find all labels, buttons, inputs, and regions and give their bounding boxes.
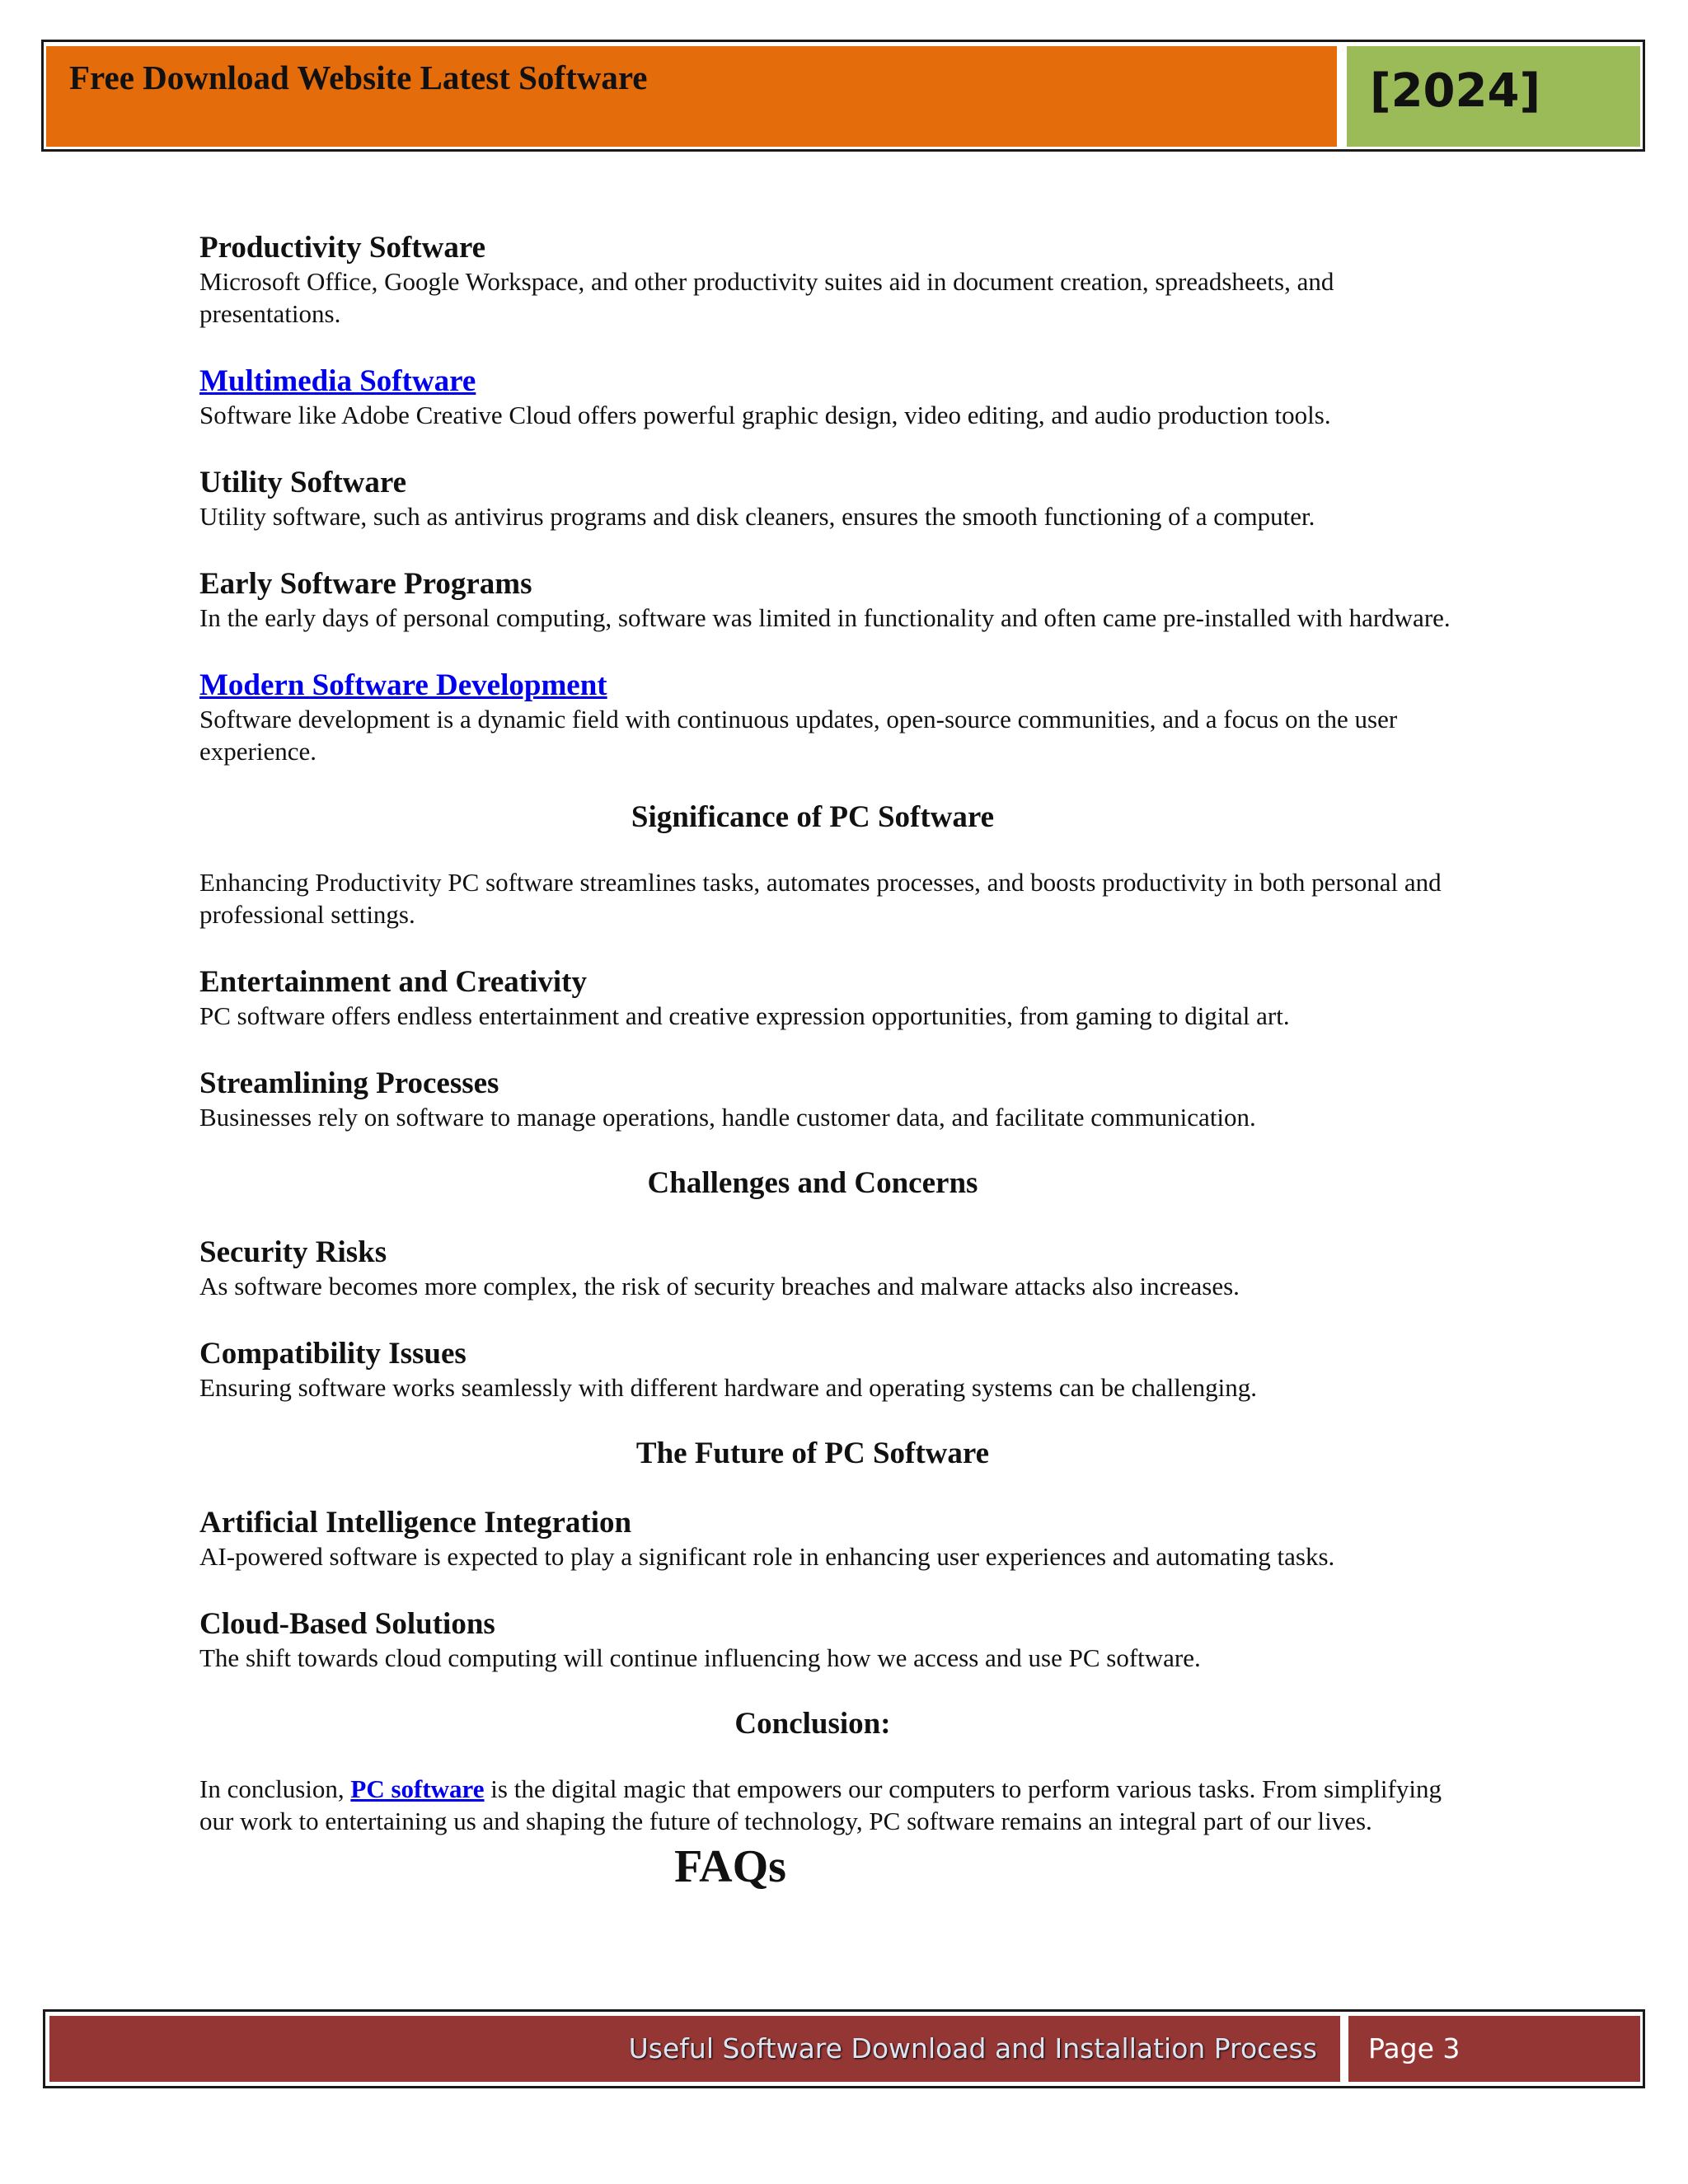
- section-cloud: [199, 1607, 1469, 1674]
- multimedia-software-link[interactable]: Multimedia Software: [199, 364, 476, 398]
- document-body: [199, 231, 1469, 1891]
- section-entertainment: [199, 965, 1469, 1032]
- text-entertainment: PC software offers endless entertainment and creative expression opportunities, from gaming to digital art.: [199, 1001, 1290, 1030]
- header-year: [2024]: [1370, 64, 1541, 118]
- conclusion-rest: is the digital magic that empowers our computers to perform various tasks. From simplifying our work to entertaining us and shaping the future of technology, PC software remains an integral part of our lives.: [199, 1774, 1442, 1835]
- header-year-box: [1347, 46, 1640, 147]
- section-modern: [199, 668, 1469, 767]
- heading-productivity: Productivity Software: [199, 231, 486, 265]
- text-utility: Utility software, such as antivirus programs and disk cleaners, ensures the smooth functioning of a computer.: [199, 502, 1315, 531]
- footer-title-box: [49, 2016, 1340, 2082]
- heading-streamlining: Streamlining Processes: [199, 1066, 499, 1100]
- header-title: Free Download Website Latest Software: [69, 59, 648, 96]
- heading-early: Early Software Programs: [199, 567, 532, 601]
- text-modern: Software development is a dynamic field with continuous updates, open-source communities, and a focus on the user experience.: [199, 705, 1398, 766]
- footer-page-box: [1348, 2016, 1640, 2082]
- text-enhancing: Enhancing Productivity PC software streamlines tasks, automates processes, and boosts productivity in both personal and professional settings.: [199, 868, 1442, 929]
- text-conclusion: [199, 1773, 1469, 1837]
- heading-utility: Utility Software: [199, 466, 407, 499]
- text-ai: AI-powered software is expected to play a significant role in enhancing user experiences and automating tasks.: [199, 1542, 1335, 1571]
- conclusion-lead: In conclusion,: [199, 1774, 351, 1803]
- heading-significance: Significance of PC Software: [631, 800, 995, 834]
- text-cloud: The shift towards cloud computing will continue influencing how we access and use PC software.: [199, 1643, 1201, 1672]
- section-enhancing: [199, 866, 1469, 930]
- section-early: [199, 567, 1469, 634]
- text-multimedia: Software like Adobe Creative Cloud offers powerful graphic design, video editing, and audio production tools.: [199, 401, 1331, 429]
- section-streamlining: [199, 1066, 1469, 1133]
- section-compatibility: [199, 1337, 1469, 1404]
- modern-software-development-link[interactable]: Modern Software Development: [199, 668, 607, 702]
- heading-security: Security Risks: [199, 1235, 387, 1269]
- section-security: [199, 1235, 1469, 1302]
- heading-ai: Artificial Intelligence Integration: [199, 1506, 632, 1540]
- heading-entertainment: Entertainment and Creativity: [199, 965, 587, 999]
- section-multimedia: [199, 364, 1469, 431]
- footer-title: Useful Software Download and Installation Process: [628, 2032, 1317, 2064]
- text-streamlining: Businesses rely on software to manage operations, handle customer data, and facilitate communication.: [199, 1103, 1256, 1132]
- page-number: Page 3: [1368, 2032, 1461, 2064]
- heading-conclusion: Conclusion:: [734, 1707, 891, 1741]
- header-title-box: [46, 46, 1337, 147]
- section-ai: [199, 1506, 1469, 1572]
- section-productivity: [199, 231, 1469, 330]
- section-utility: [199, 466, 1469, 532]
- heading-challenges: Challenges and Concerns: [647, 1166, 978, 1200]
- heading-faqs: FAQs: [674, 1841, 786, 1892]
- text-compatibility: Ensuring software works seamlessly with different hardware and operating systems can be challenging.: [199, 1373, 1257, 1402]
- pc-software-link[interactable]: PC software: [350, 1774, 485, 1803]
- heading-cloud: Cloud-Based Solutions: [199, 1607, 495, 1641]
- text-productivity: Microsoft Office, Google Workspace, and other productivity suites aid in document creation, spreadsheets, and presentations.: [199, 267, 1334, 328]
- heading-compatibility: Compatibility Issues: [199, 1337, 467, 1371]
- text-early: In the early days of personal computing, software was limited in functionality and often came pre-installed with hardware.: [199, 603, 1451, 632]
- heading-future: The Future of PC Software: [635, 1436, 990, 1470]
- text-security: As software becomes more complex, the risk of security breaches and malware attacks also increases.: [199, 1272, 1240, 1301]
